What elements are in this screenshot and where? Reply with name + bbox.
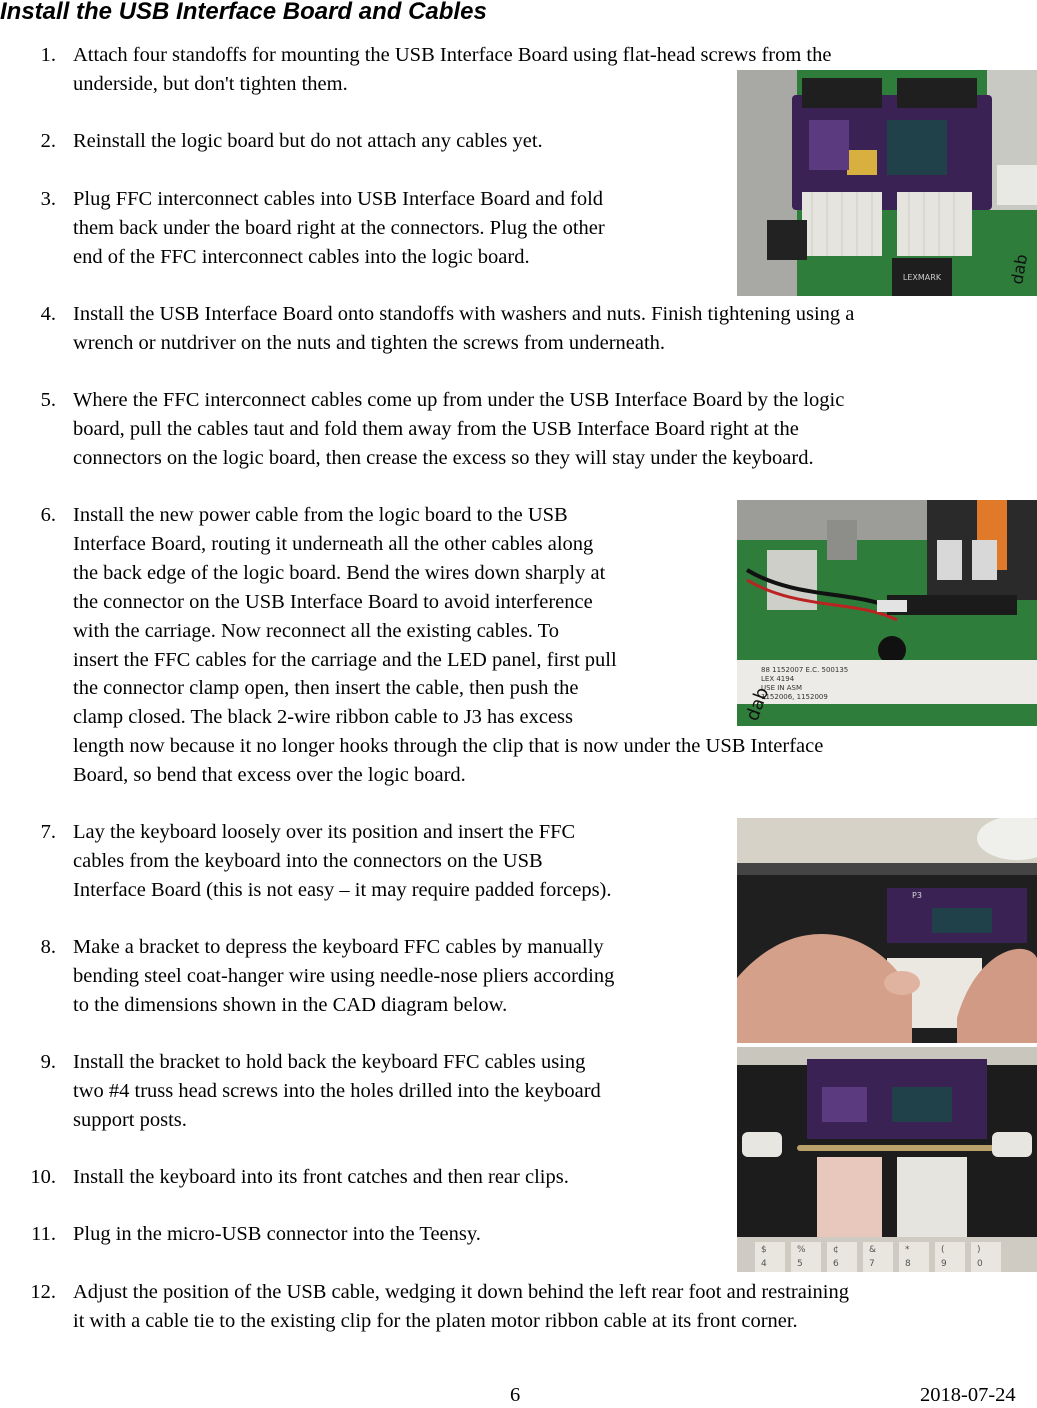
keycap-digit-label: 9 bbox=[941, 1259, 947, 1269]
page-number: 6 bbox=[510, 1384, 521, 1406]
photo-power-cable-routing bbox=[737, 500, 1037, 726]
photo-bracket-installed bbox=[737, 1047, 1037, 1272]
keycap-digit-label: 6 bbox=[833, 1259, 839, 1269]
keycap-shift-label: & bbox=[869, 1245, 877, 1255]
step-text: Lay the keyboard loosely over its position and insert the FFC cables from the keyboard into the connectors on the USB Interface Board (this is not easy – it may require padded forceps). bbox=[73, 821, 612, 901]
keycap-shift-label: ¢ bbox=[833, 1245, 839, 1255]
board-label: P3 bbox=[912, 891, 922, 900]
step-text: Install the new power cable from the logic board to the USB Interface Board, routing it underneath all the other cables along the back edge of the logic board. Bend the wires down sharply at the connector on the USB Interface Board to avoid interference with the carriage. Now reconnect all the existing cables. To insert the FFC cables for the carriage and the LED panel, first pull the connector clamp open, then insert the cable, then push the clamp closed. The black 2-wire ribbon cable to J3 has excess length now because it no longer hooks through the clip that is now under the USB Interface Board, so bend that excess over the logic board. bbox=[73, 504, 824, 787]
step-text: Install the bracket to hold back the keyboard FFC cables using two #4 truss head screws into the holes drilled into the keyboard support posts. bbox=[73, 1051, 601, 1131]
ffc-label-line: LEX 4194 bbox=[761, 675, 795, 683]
keycap-digit-label: 5 bbox=[797, 1259, 803, 1269]
keycap-row bbox=[755, 1242, 1001, 1272]
step-text: Where the FFC interconnect cables come up from under the USB Interface Board by the logic board, pull the cables taut and fold them away from the USB Interface Board right at the connectors on the logic board, then crease the excess so they will stay under the keyboard. bbox=[73, 389, 845, 469]
handwritten-mark: dab bbox=[741, 684, 774, 724]
photo-usb-board-ffc-cables bbox=[737, 70, 1037, 296]
page-heading: Install the USB Interface Board and Cables bbox=[0, 0, 487, 25]
step-number: 2. bbox=[40, 130, 56, 152]
step-number: 12. bbox=[30, 1281, 56, 1303]
step-number: 11. bbox=[31, 1223, 56, 1245]
step-number: 7. bbox=[40, 821, 56, 843]
step-number: 10. bbox=[30, 1166, 56, 1188]
document-date: 2018-07-24 bbox=[920, 1384, 1016, 1406]
step-number: 9. bbox=[40, 1051, 56, 1073]
step-text: Install the keyboard into its front catches and then rear clips. bbox=[73, 1166, 569, 1188]
ffc-label-line: 1152006, 1152009 bbox=[761, 693, 828, 701]
step-text: Plug FFC interconnect cables into USB Interface Board and fold them back under the board right at the connectors. Plug the other end of the FFC interconnect cables into the logic board. bbox=[73, 188, 605, 268]
ffc-label-line: USE IN ASM bbox=[761, 684, 803, 692]
step-text: Plug in the micro-USB connector into the Teensy. bbox=[73, 1223, 481, 1245]
keycap-shift-label: ( bbox=[941, 1245, 945, 1255]
step-number: 1. bbox=[40, 44, 56, 66]
keycap-digit-label: 0 bbox=[977, 1259, 983, 1269]
photo-inserting-keyboard-ffc bbox=[737, 818, 1037, 1043]
keycap-digit-label: 7 bbox=[869, 1259, 875, 1269]
step-number: 8. bbox=[40, 936, 56, 958]
step-text: Reinstall the logic board but do not attach any cables yet. bbox=[73, 130, 543, 152]
keycap-shift-label: * bbox=[905, 1245, 910, 1255]
step-text: Install the USB Interface Board onto standoffs with washers and nuts. Finish tightening using a wrench or nutdriver on the nuts and tighten the screws from underneath. bbox=[73, 303, 855, 354]
step-number: 6. bbox=[40, 504, 56, 526]
handwritten-mark: dab bbox=[1007, 252, 1032, 286]
step-number: 3. bbox=[40, 188, 56, 210]
keycap-digit-label: 4 bbox=[761, 1259, 767, 1269]
step-number: 5. bbox=[40, 389, 56, 411]
step-text: Attach four standoffs for mounting the USB Interface Board using flat-head screws from the underside, but don't tighten them. bbox=[73, 44, 832, 95]
step-text: Make a bracket to depress the keyboard FFC cables by manually bending steel coat-hanger wire using needle-nose pliers according to the dimensions shown in the CAD diagram below. bbox=[73, 936, 615, 1016]
keycap-digit-label: 8 bbox=[905, 1259, 911, 1269]
keycap-shift-label: $ bbox=[761, 1245, 767, 1255]
step-number: 4. bbox=[40, 303, 56, 325]
keycap-shift-label: % bbox=[797, 1245, 806, 1255]
chip-label: LEXMARK bbox=[902, 273, 942, 282]
step-text: Adjust the position of the USB cable, wedging it down behind the left rear foot and restraining it with a cable tie to the existing clip for the platen motor ribbon cable at its front corner. bbox=[73, 1281, 849, 1332]
keycap-shift-label: ) bbox=[977, 1245, 981, 1255]
ffc-label-line: 88 1152007 E.C. 500135 bbox=[761, 666, 849, 674]
